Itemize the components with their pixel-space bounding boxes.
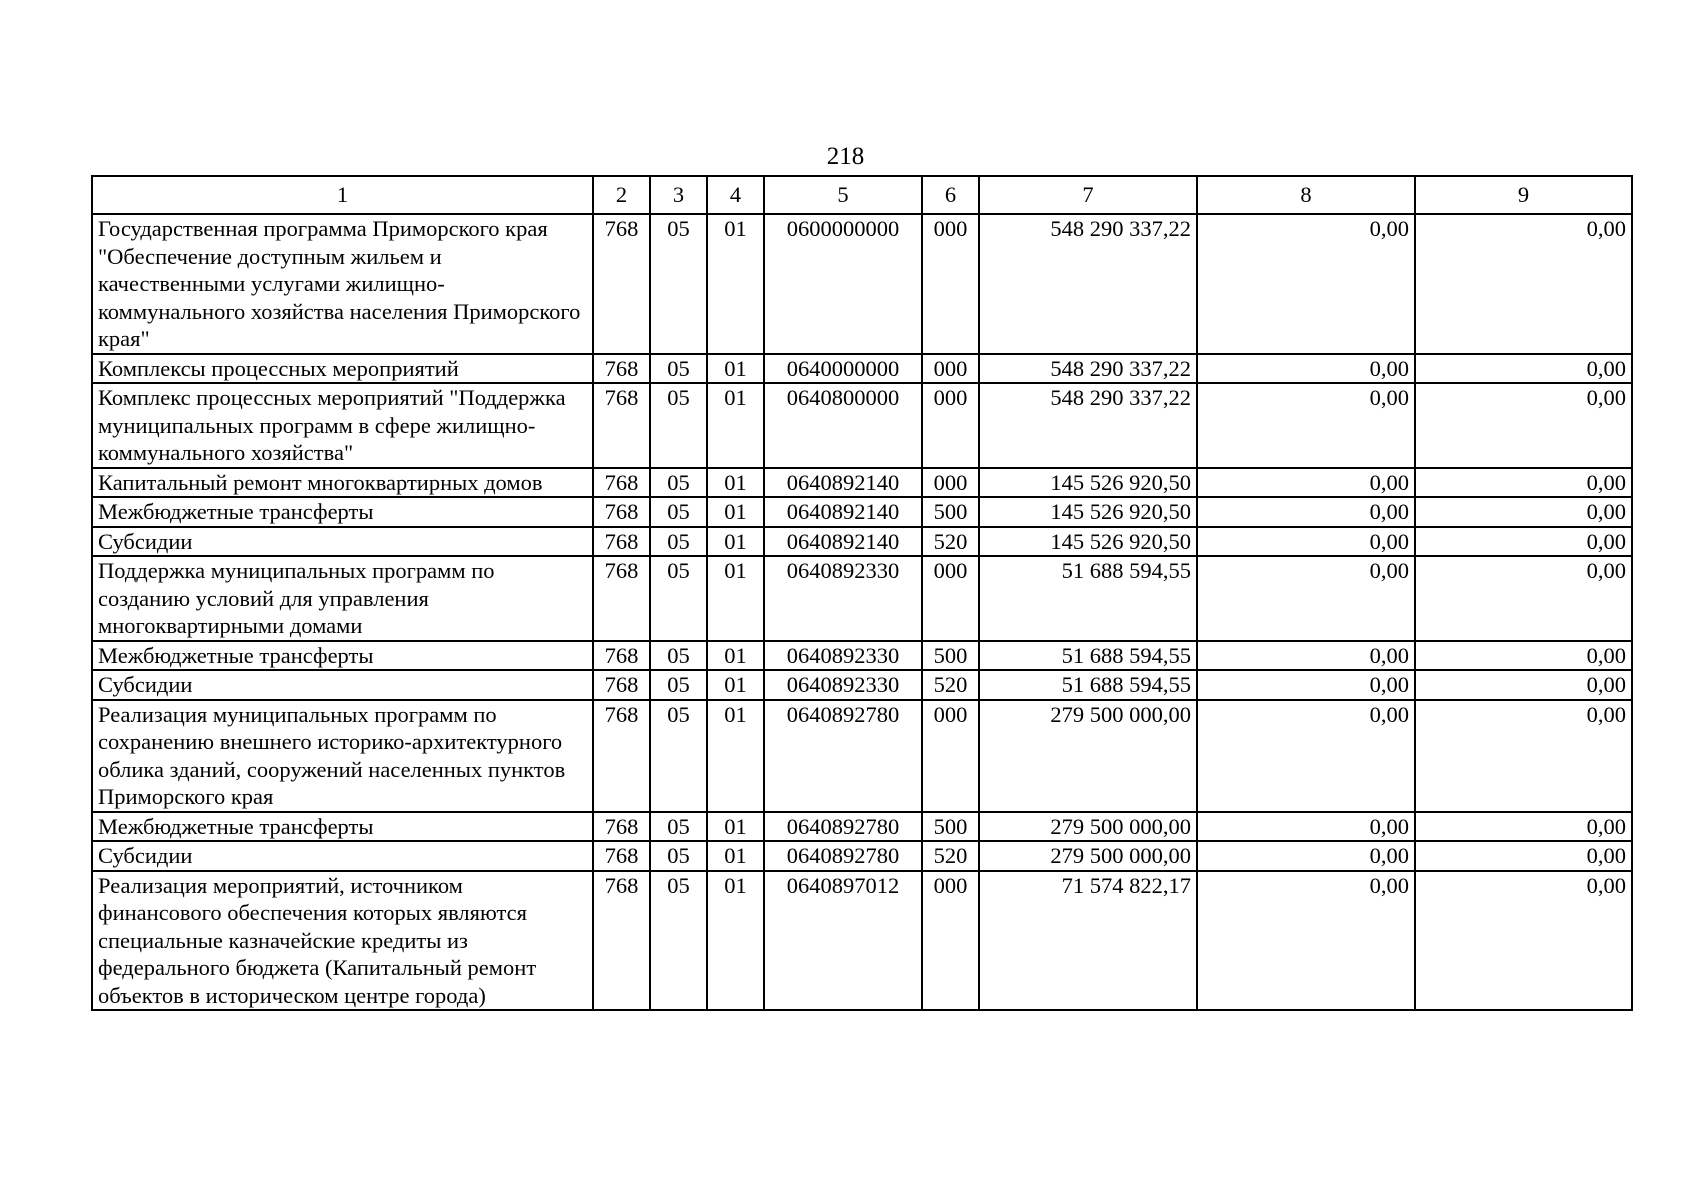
table-row <box>92 527 1632 557</box>
cell-col9: 0,00 <box>1415 812 1632 842</box>
cell-col6: 000 <box>922 383 979 468</box>
table-row <box>92 700 1632 812</box>
cell-col3: 05 <box>650 214 707 354</box>
cell-col2: 768 <box>593 383 650 468</box>
table-row <box>92 812 1632 842</box>
cell-col2: 768 <box>593 354 650 384</box>
cell-col4: 01 <box>707 214 764 354</box>
cell-col9: 0,00 <box>1415 641 1632 671</box>
cell-col2: 768 <box>593 841 650 871</box>
column-header-5: 5 <box>764 176 922 214</box>
cell-col6: 000 <box>922 700 979 812</box>
budget-table <box>91 175 1633 1011</box>
cell-name: Межбюджетные трансферты <box>92 497 593 527</box>
cell-col5: 0640892330 <box>764 670 922 700</box>
cell-col8: 0,00 <box>1197 556 1415 641</box>
cell-col9: 0,00 <box>1415 383 1632 468</box>
cell-name: Субсидии <box>92 527 593 557</box>
cell-col4: 01 <box>707 700 764 812</box>
cell-col2: 768 <box>593 670 650 700</box>
column-header-1: 1 <box>92 176 593 214</box>
cell-col3: 05 <box>650 383 707 468</box>
header-row <box>92 176 1632 214</box>
cell-col5: 0640892140 <box>764 527 922 557</box>
column-header-8: 8 <box>1197 176 1415 214</box>
cell-col5: 0640892780 <box>764 812 922 842</box>
cell-name: Капитальный ремонт многоквартирных домов <box>92 468 593 498</box>
cell-col2: 768 <box>593 214 650 354</box>
cell-col7: 548 290 337,22 <box>979 214 1197 354</box>
cell-col6: 000 <box>922 556 979 641</box>
cell-col5: 0640897012 <box>764 871 922 1011</box>
cell-col3: 05 <box>650 641 707 671</box>
cell-name: Реализация муниципальных программ по сохранению внешнего историко-архитектурного облика зданий, сооружений населенных пунктов Приморского края <box>92 700 593 812</box>
cell-col5: 0600000000 <box>764 214 922 354</box>
cell-col6: 000 <box>922 871 979 1011</box>
cell-col9: 0,00 <box>1415 700 1632 812</box>
cell-col4: 01 <box>707 871 764 1011</box>
table-row <box>92 556 1632 641</box>
cell-col8: 0,00 <box>1197 214 1415 354</box>
cell-col7: 279 500 000,00 <box>979 700 1197 812</box>
cell-col7: 548 290 337,22 <box>979 354 1197 384</box>
cell-col8: 0,00 <box>1197 497 1415 527</box>
cell-col4: 01 <box>707 383 764 468</box>
cell-col7: 279 500 000,00 <box>979 812 1197 842</box>
cell-col3: 05 <box>650 812 707 842</box>
cell-col7: 145 526 920,50 <box>979 497 1197 527</box>
cell-col5: 0640892780 <box>764 700 922 812</box>
cell-col4: 01 <box>707 641 764 671</box>
cell-col4: 01 <box>707 354 764 384</box>
cell-col2: 768 <box>593 556 650 641</box>
cell-col5: 0640892780 <box>764 841 922 871</box>
column-header-3: 3 <box>650 176 707 214</box>
cell-col6: 000 <box>922 468 979 498</box>
cell-col2: 768 <box>593 468 650 498</box>
column-header-7: 7 <box>979 176 1197 214</box>
cell-col7: 51 688 594,55 <box>979 641 1197 671</box>
cell-col7: 145 526 920,50 <box>979 468 1197 498</box>
cell-col6: 500 <box>922 497 979 527</box>
cell-col9: 0,00 <box>1415 497 1632 527</box>
cell-col2: 768 <box>593 641 650 671</box>
table-row <box>92 841 1632 871</box>
cell-col9: 0,00 <box>1415 871 1632 1011</box>
cell-name: Государственная программа Приморского края "Обеспечение доступным жильем и качественными услугами жилищно-коммунального хозяйства населения Приморского края" <box>92 214 593 354</box>
cell-col2: 768 <box>593 871 650 1011</box>
cell-col3: 05 <box>650 527 707 557</box>
table-row <box>92 871 1632 1011</box>
cell-col7: 51 688 594,55 <box>979 556 1197 641</box>
cell-col7: 548 290 337,22 <box>979 383 1197 468</box>
table-row <box>92 670 1632 700</box>
cell-col3: 05 <box>650 468 707 498</box>
cell-col3: 05 <box>650 871 707 1011</box>
cell-col8: 0,00 <box>1197 468 1415 498</box>
cell-col3: 05 <box>650 556 707 641</box>
cell-col4: 01 <box>707 527 764 557</box>
cell-col3: 05 <box>650 700 707 812</box>
cell-col9: 0,00 <box>1415 527 1632 557</box>
cell-col2: 768 <box>593 700 650 812</box>
cell-col3: 05 <box>650 670 707 700</box>
cell-col5: 0640892140 <box>764 468 922 498</box>
cell-name: Субсидии <box>92 841 593 871</box>
cell-col5: 0640892330 <box>764 556 922 641</box>
cell-name: Субсидии <box>92 670 593 700</box>
cell-col7: 279 500 000,00 <box>979 841 1197 871</box>
table-row <box>92 354 1632 384</box>
cell-col4: 01 <box>707 556 764 641</box>
page-number: 218 <box>826 143 865 170</box>
cell-col4: 01 <box>707 497 764 527</box>
cell-col3: 05 <box>650 354 707 384</box>
cell-col8: 0,00 <box>1197 812 1415 842</box>
column-header-9: 9 <box>1415 176 1632 214</box>
cell-name: Комплекс процессных мероприятий "Поддержка муниципальных программ в сфере жилищно-коммунального хозяйства" <box>92 383 593 468</box>
cell-col7: 71 574 822,17 <box>979 871 1197 1011</box>
cell-col6: 500 <box>922 812 979 842</box>
cell-col8: 0,00 <box>1197 383 1415 468</box>
cell-col6: 000 <box>922 214 979 354</box>
cell-col9: 0,00 <box>1415 670 1632 700</box>
cell-col4: 01 <box>707 841 764 871</box>
column-header-4: 4 <box>707 176 764 214</box>
table-row <box>92 497 1632 527</box>
cell-col5: 0640800000 <box>764 383 922 468</box>
table-row <box>92 214 1632 354</box>
cell-col6: 500 <box>922 641 979 671</box>
cell-col6: 520 <box>922 841 979 871</box>
cell-col5: 0640892140 <box>764 497 922 527</box>
table-body <box>92 214 1632 1010</box>
cell-col2: 768 <box>593 527 650 557</box>
cell-col3: 05 <box>650 841 707 871</box>
cell-col8: 0,00 <box>1197 527 1415 557</box>
table-row <box>92 383 1632 468</box>
cell-col8: 0,00 <box>1197 700 1415 812</box>
cell-col2: 768 <box>593 497 650 527</box>
cell-col7: 51 688 594,55 <box>979 670 1197 700</box>
cell-col5: 0640000000 <box>764 354 922 384</box>
cell-col8: 0,00 <box>1197 670 1415 700</box>
table-row <box>92 641 1632 671</box>
cell-col8: 0,00 <box>1197 641 1415 671</box>
cell-col9: 0,00 <box>1415 556 1632 641</box>
cell-col9: 0,00 <box>1415 468 1632 498</box>
cell-col9: 0,00 <box>1415 354 1632 384</box>
cell-name: Комплексы процессных мероприятий <box>92 354 593 384</box>
cell-col6: 520 <box>922 670 979 700</box>
cell-name: Межбюджетные трансферты <box>92 812 593 842</box>
column-header-2: 2 <box>593 176 650 214</box>
table-row <box>92 468 1632 498</box>
cell-col2: 768 <box>593 812 650 842</box>
cell-col6: 520 <box>922 527 979 557</box>
cell-col4: 01 <box>707 812 764 842</box>
cell-name: Поддержка муниципальных программ по созданию условий для управления многоквартирными домами <box>92 556 593 641</box>
cell-col8: 0,00 <box>1197 871 1415 1011</box>
column-header-6: 6 <box>922 176 979 214</box>
cell-col4: 01 <box>707 468 764 498</box>
cell-col5: 0640892330 <box>764 641 922 671</box>
cell-col3: 05 <box>650 497 707 527</box>
cell-name: Межбюджетные трансферты <box>92 641 593 671</box>
cell-name: Реализация мероприятий, источником финансового обеспечения которых являются специальные казначейские кредиты из федерального бюджета (Капитальный ремонт объектов в историческом центре города) <box>92 871 593 1011</box>
cell-col8: 0,00 <box>1197 841 1415 871</box>
cell-col4: 01 <box>707 670 764 700</box>
cell-col9: 0,00 <box>1415 841 1632 871</box>
cell-col7: 145 526 920,50 <box>979 527 1197 557</box>
cell-col8: 0,00 <box>1197 354 1415 384</box>
cell-col9: 0,00 <box>1415 214 1632 354</box>
cell-col6: 000 <box>922 354 979 384</box>
